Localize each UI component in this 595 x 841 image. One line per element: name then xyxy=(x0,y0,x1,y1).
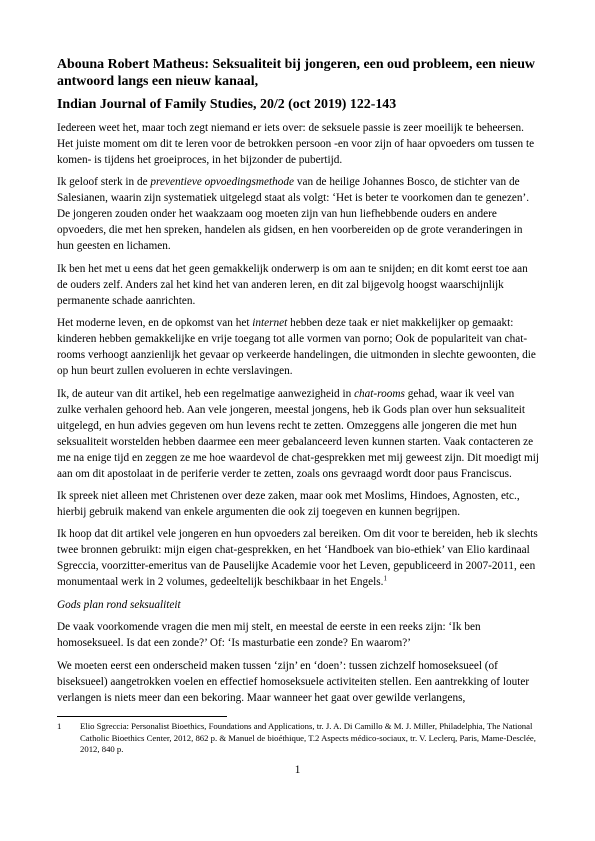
text-run: Het moderne leven, en de opkomst van het xyxy=(57,317,253,330)
page-content xyxy=(57,56,539,712)
footnote-reference[interactable]: 1 xyxy=(383,574,387,583)
paragraph-parents: Ik ben het met u eens dat het geen gemakkelijk onderwerp is om aan te snijden; en dit komt eerst toe aan de ouders zelf. Anders zal het kind het van anderen leren, en dit zal bijgevolg hoogst waarschijnlijk permanente schade aanrichten. xyxy=(57,262,528,307)
emphasis-text: preventieve opvoedingsmethode xyxy=(150,176,295,189)
text-run: Ik geloof sterk in de xyxy=(57,176,151,189)
paragraph-distinction: We moeten eerst een onderscheid maken tussen ‘zijn’ en ‘doen’: tussen zichzelf homoseksueel (of biseksueel) aangetrokken voelen en effectief homoseksuele activiteiten stellen. Een aantrekking of louter verlangen is niets meer dan een bekoring. Maar wanneer het gaat over gewilde verlangens, xyxy=(57,659,530,704)
text-run: Ik, de auteur van dit artikel, heb een regelmatige aanwezigheid in xyxy=(57,387,355,400)
paragraph-preventive-method xyxy=(57,174,539,254)
text-run: van de heilige Johannes Bosco, de stichter van de Salesianen, waarin zijn systematiek uitgelegd staat als volgt: ‘Het is beter te voorkomen dan te genezen’. De jongeren zouden onder het waakzaam oog moeten zijn van hun liefhebbende ouders en andere opvoeders, die met hen spreken, handelen als gidsen, en hen voorbereiden op de grote veranderingen in hun geesten en lichamen. xyxy=(57,176,530,253)
text-run: hebben deze taak er niet makkelijker op gemaakt: kinderen hebben gemakkelijke en vrije toegang tot alle vormen van porno; Ook de populariteit van chat-rooms verhoogt aanzienlijk het gevaar op verkeerde handelingen, die uitmonden in slechte gewoonten, die op hun beurt zullen evolueren in echte verslavingen. xyxy=(57,317,536,378)
article-title: Abouna Robert Matheus: Seksualiteit bij jongeren, een oud probleem, een nieuw antwoord langs een nieuw kanaal, xyxy=(57,57,535,89)
text-run: gehad, waar ik veel van zulke verhalen gehoord heb. Aan vele jongeren, meestal jongens, heb ik Gods plan over hun seksualiteit uitgelegd, en hun advies gegeven om hun levens recht te zetten. Omzeggens alle jongeren die met hun seksualiteit worstelden hebben daarmee een meer gebalanceerd leven kunnen starten. Vaak contacteren ze me na enige tijd en zeggen ze me hoe waardevol de chat-gesprekken met mij geweest zijn. Dit moedigt mij aan om dit apostolaat in de periferie verder te zetten, zoals ons gevraagd wordt door paus Franciscus. xyxy=(57,387,540,480)
paragraph-intro: Iedereen weet het, maar toch zegt niemand er iets over: de seksuele passie is zeer moeilijk te beheersen. Het juiste moment om dit te leren voor de betrokken persoon -en voor zijn of haar opvoeders om tussen te komen- is tijdens het groeiproces, in het bijzonder de pubertijd. xyxy=(57,122,535,166)
section-heading: Gods plan rond seksualiteit xyxy=(57,598,181,611)
emphasis-text: chat-rooms xyxy=(354,387,405,400)
page-number: 1 xyxy=(294,764,301,776)
emphasis-text: internet xyxy=(252,317,288,330)
footnote-number: 1 xyxy=(57,721,62,731)
footnote-divider xyxy=(57,716,227,717)
paragraph-sources xyxy=(57,526,539,590)
footnote xyxy=(57,721,539,756)
paragraph-internet xyxy=(57,315,539,379)
journal-citation: Indian Journal of Family Studies, 20/2 (oct 2019) 122-143 xyxy=(57,97,397,112)
text-run: Ik hoop dat dit artikel vele jongeren en hun opvoeders zal bereiken. Om dit voor te bereiden, heb ik slechts twee bronnen gebruikt: mijn eigen chat-gesprekken, en het ‘Handboek van bio-ethiek’ van Elio kardinaal Sgreccia, voorzitter-emeritus van de Pauselijke Academie voor het Leven, gepubliceerd in 2007-2011, een monumentaal werk in 2 volumes, gedeeltelijk beschikbaar in het Engels. xyxy=(57,528,538,589)
paragraph-religions: Ik spreek niet alleen met Christenen over deze zaken, maar ook met Moslims, Hindoes, Agnosten, etc., hierbij gebruik makend van enkele argumenten die ook zij toegeven en kunnen begrijpen. xyxy=(57,489,520,518)
paragraph-chat-rooms xyxy=(57,386,539,482)
footnote-text: Elio Sgreccia: Personalist Bioethics, Foundations and Applications, tr. J. A. Di Camillo & M. J. Miller, Philadelphia, The National Catholic Bioethics Center, 2012, 862 p. & Manuel de bioéthique, T.2 Aspects médico-sociaux, tr. V. Leclerq, Paris, Mame-Desclée, 2012, 840 p. xyxy=(80,721,536,755)
paragraph-questions: De vaak voorkomende vragen die men mij stelt, en meestal de eerste in een reeks zijn: ‘Ik ben homoseksueel. Is dat een zonde?’ Of: ‘Is masturbatie een zonde? En waarom?’ xyxy=(57,621,481,650)
